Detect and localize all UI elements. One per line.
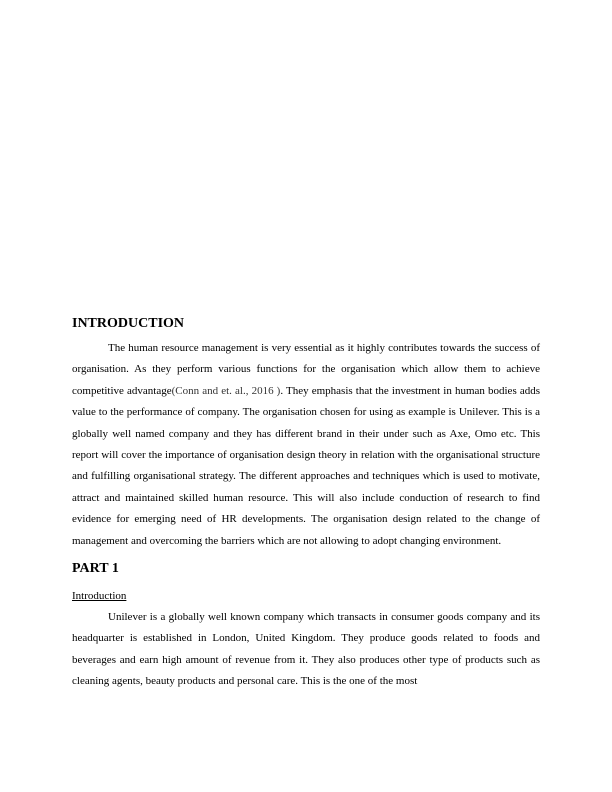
introduction-text-1: The human resource management is very essential as it highly contributes towards the success of organisation. As they perform various functions for the organisation which allow them to achieve competitive advantage: [72, 342, 540, 397]
introduction-paragraph: [72, 338, 540, 552]
part1-subheading: Introduction: [72, 590, 127, 603]
introduction-heading: INTRODUCTION: [72, 316, 185, 331]
introduction-text-2: . They emphasis that the investment in human bodies adds value to the performance of company. The organisation chosen for using as example is Unilever. This is a globally well named company and they has different brand in their under such as Axe, Omo etc. This report will cover the importance of organisation design theory in relation with the organisational structure and fulfilling organisational strategy. The different approaches and techniques which is used to motivate, attract and maintained skilled human resource. This will also include conduction of research to find evidence for emerging need of HR developments. The organisation design related to the change of management and overcoming the barriers which are not allowing to adopt changing environment.: [72, 384, 540, 547]
part1-paragraph: Unilever is a globally well known company which transacts in consumer goods company and its headquarter is established in London, United Kingdom. They produce goods related to foods and beverages and earn high amount of revenue from it. They also produces other type of products such as cleaning agents, beauty products and personal care. This is the one of the most: [72, 611, 540, 688]
citation: (Conn and et. al., 2016 ): [171, 384, 281, 397]
part1-heading: PART 1: [72, 561, 119, 577]
page-content: [72, 315, 540, 693]
